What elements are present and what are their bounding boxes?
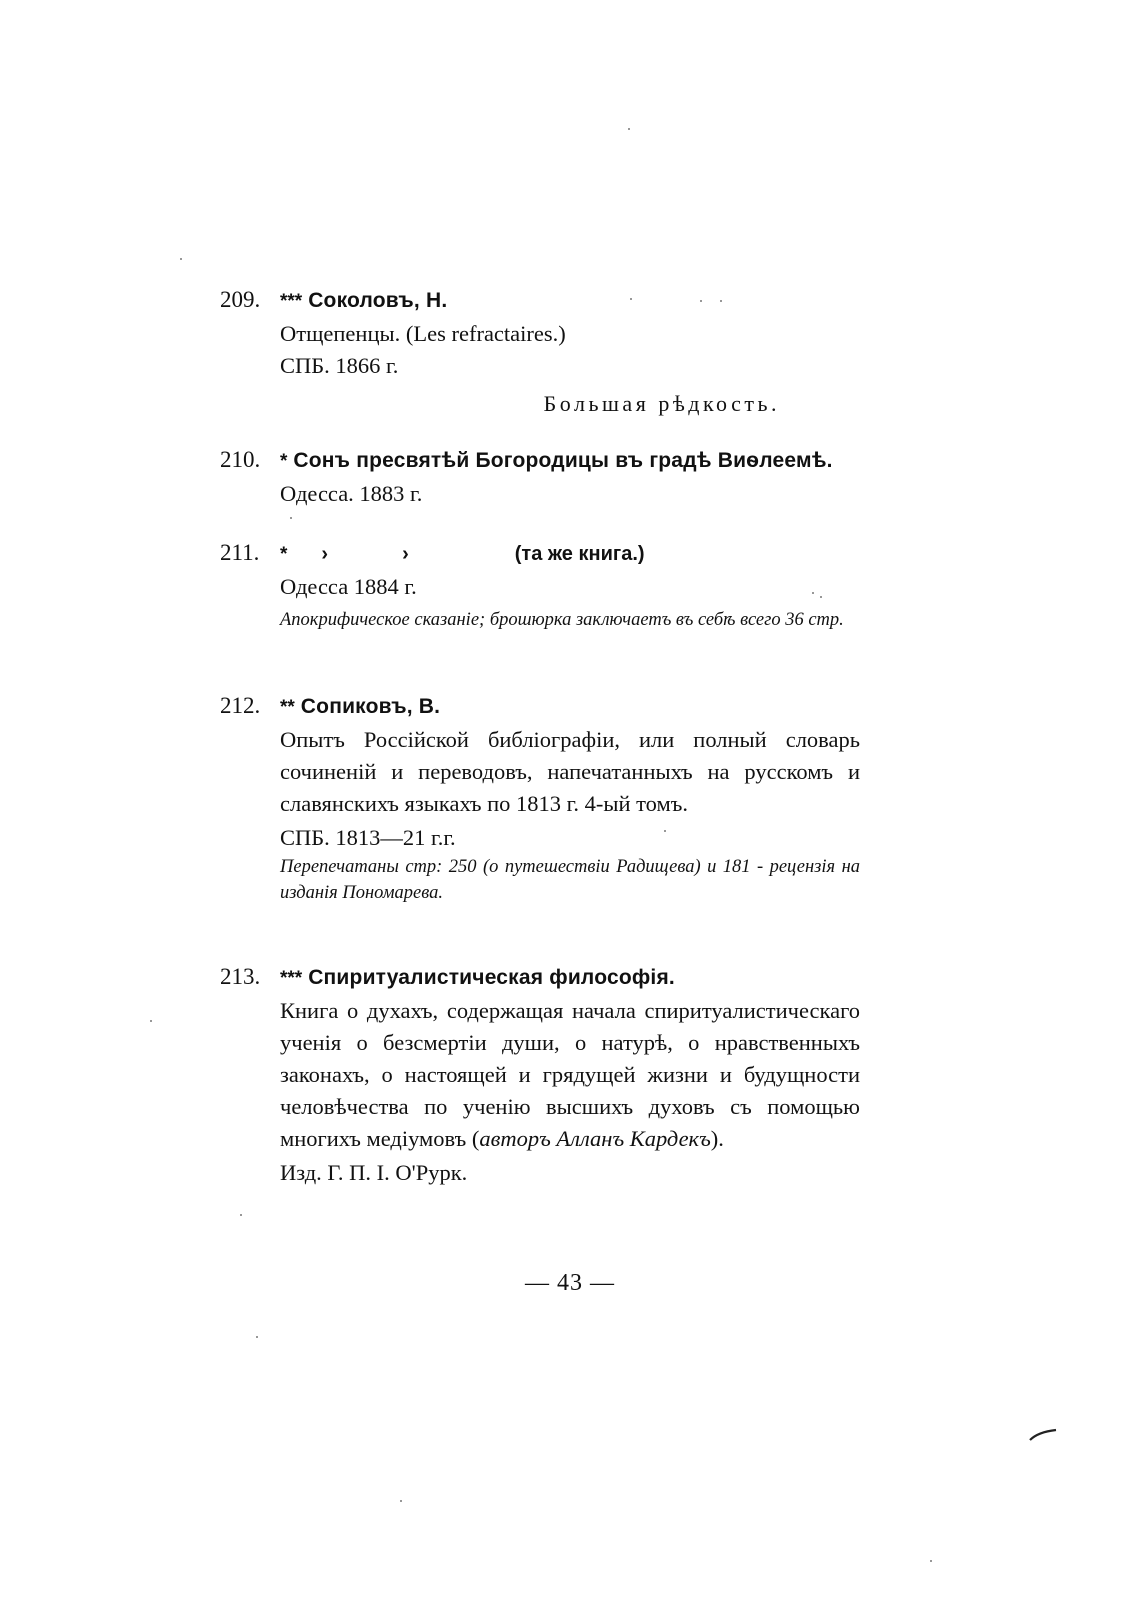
entry-author-credit: авторъ Алланъ Кардекъ (479, 1126, 711, 1151)
entry-imprint: Одесса. 1883 г. (280, 481, 423, 506)
scan-speck (256, 1336, 258, 1338)
entry-number: 213. (220, 964, 261, 989)
scan-speck (290, 517, 292, 519)
scan-speck (930, 1560, 932, 1562)
entry-note: Перепечатаны стр: 250 (о путешествіи Радищева) и 181 - рецензія на изданія Пономарева. (280, 857, 860, 903)
entry-212 (220, 690, 860, 906)
entry-heading (220, 284, 860, 318)
page-number: — 43 — (525, 1270, 615, 1296)
scan-speck (240, 1214, 242, 1216)
entry-heading (220, 690, 860, 724)
scan-speck (700, 300, 702, 302)
scan-speck (180, 258, 182, 260)
entry-210 (220, 444, 860, 510)
entry-title: Спиритуалистическая философія. (308, 966, 675, 989)
entry-number: 212. (220, 693, 261, 718)
scan-speck (720, 300, 722, 302)
entry-description-text: Книга о духахъ, содержащая начала спиритуалистическаго ученія о безсмертіи души, о натурѣ, о нравственныхъ законахъ, о настоящей и грядущей жизни и будущности человѣчества по ученію высшихъ духовъ съ помощью многихъ медіумовъ ( (280, 998, 860, 1151)
ditto-mark: › (321, 543, 329, 565)
rarity-stars: * (280, 544, 288, 565)
rarity-stars: * (280, 451, 288, 472)
scan-scratch-mark (1028, 1428, 1058, 1442)
entry-209 (220, 284, 860, 422)
entry-description: Опытъ Россійской библіографіи, или полный словарь сочиненій и переводовъ, напечатанныхъ на русскомъ и славянскихъ языкахъ по 1813 г. 4-ый томъ. (280, 727, 860, 816)
entry-title: Сонъ пресвятѣй Богородицы въ градѣ Виѳлеемѣ. (293, 449, 833, 472)
entry-imprint: СПБ. 1866 г. (280, 353, 399, 378)
entry-imprint: СПБ. 1813—21 г.г. (280, 825, 456, 850)
scan-speck (628, 128, 630, 130)
entry-heading (220, 961, 860, 995)
scan-speck (820, 596, 822, 598)
rarity-stars: *** (280, 291, 303, 312)
entry-description (280, 995, 860, 1155)
ditto-note: (та же книга.) (514, 543, 645, 565)
entry-number: 210. (220, 447, 261, 472)
entry-title: Отщепенцы. (Les refractaires.) (280, 321, 566, 346)
entry-number: 209. (220, 287, 261, 312)
rarity-remark: Большая рѣдкость. (543, 391, 780, 416)
rarity-stars: *** (280, 968, 303, 989)
entry-heading (220, 537, 860, 571)
entry-note: Апокрифическое сказаніе; брошюрка заключаетъ въ себѣ всего 36 стр. (280, 610, 844, 630)
entry-heading (220, 444, 860, 478)
scan-speck (664, 830, 666, 832)
entry-imprint: Одесса 1884 г. (280, 574, 417, 599)
entry-author: Соколовъ, Н. (308, 289, 448, 312)
scan-speck (150, 1020, 152, 1022)
rarity-stars: ** (280, 697, 295, 718)
scan-speck (630, 298, 632, 300)
entry-211 (220, 537, 860, 633)
scan-speck (400, 1500, 402, 1502)
entry-number: 211. (220, 540, 260, 565)
scan-speck (812, 592, 814, 594)
entry-213 (220, 961, 860, 1189)
entry-author: Сопиковъ, В. (300, 695, 441, 718)
entry-imprint: Изд. Г. П. І. О'Рурк. (280, 1160, 468, 1185)
entry-description-end: ). (710, 1126, 724, 1151)
ditto-mark: › (402, 543, 409, 565)
